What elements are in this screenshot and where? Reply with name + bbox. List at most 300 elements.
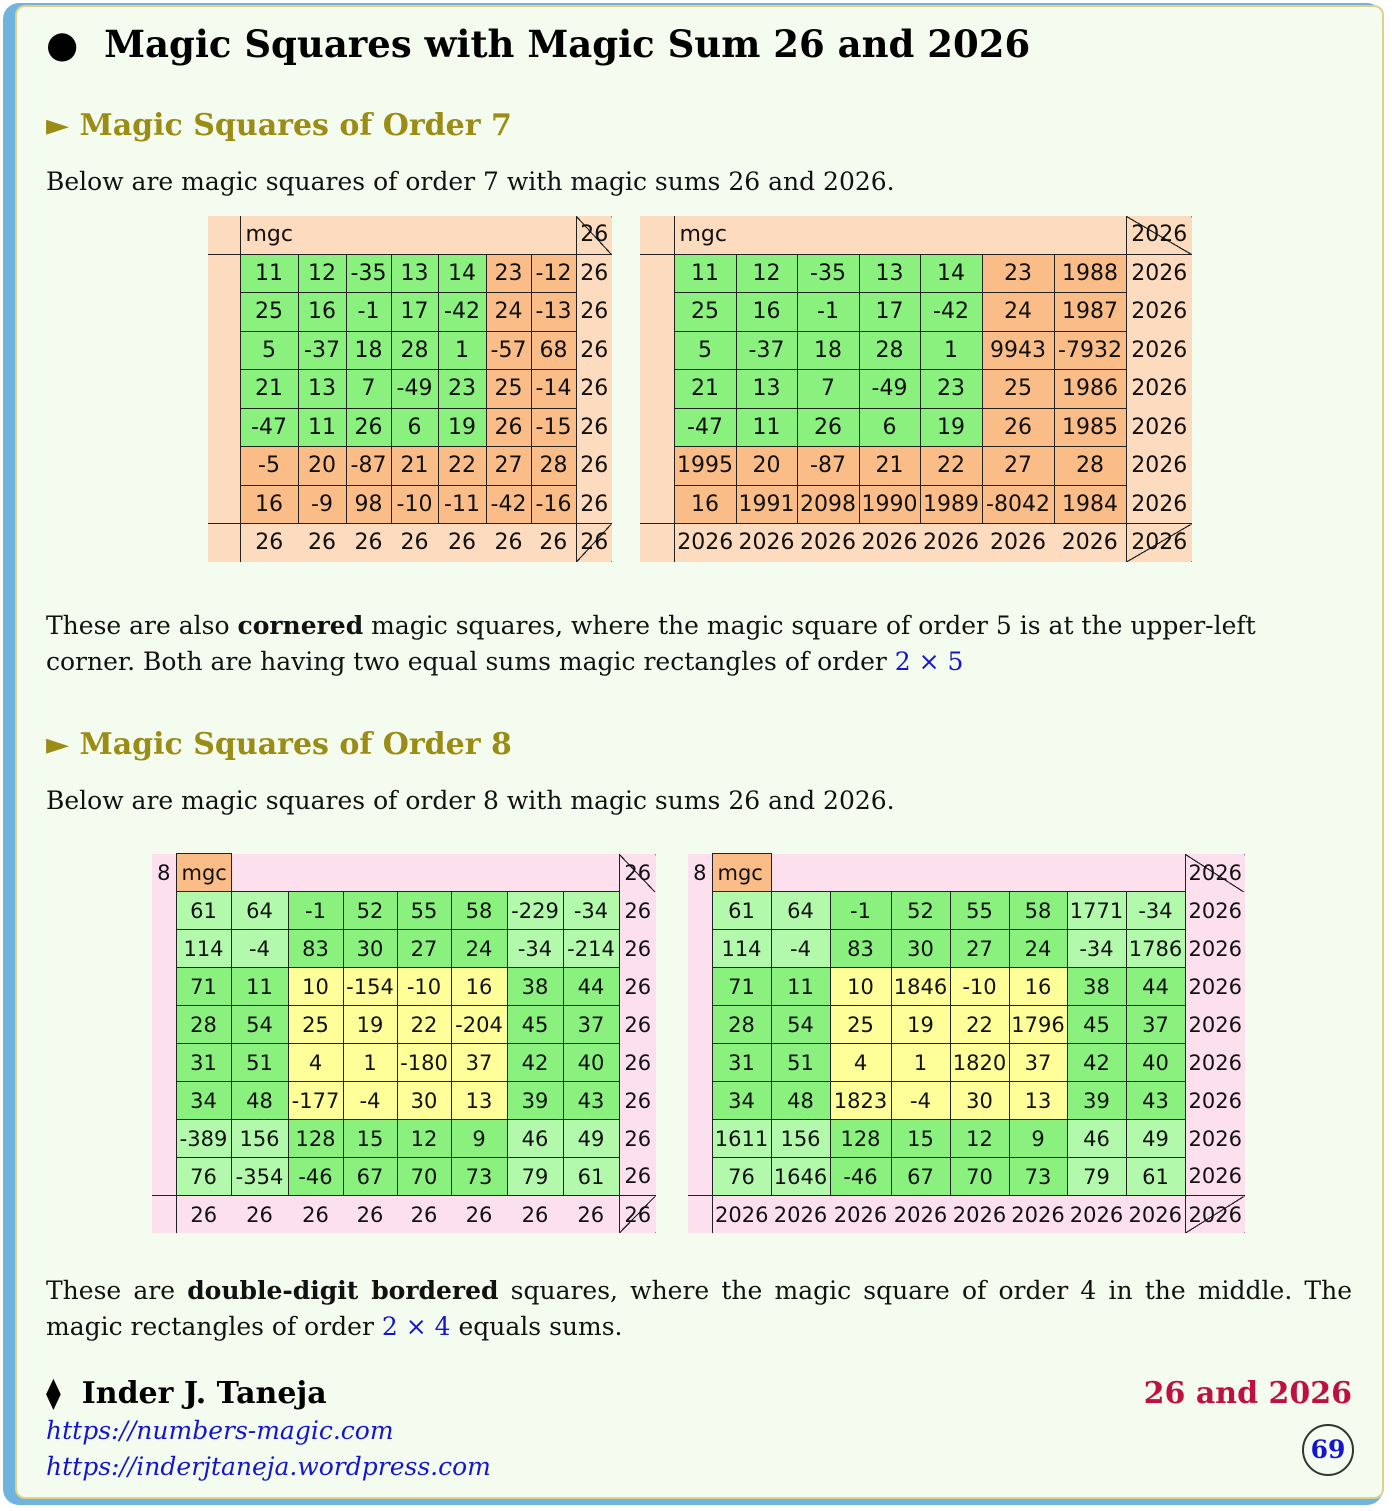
intro-order-7: Below are magic squares of order 7 with magic sums 26 and 2026.: [46, 167, 895, 196]
magic-cell: 114: [176, 930, 231, 968]
magic-cell: 18: [346, 331, 391, 370]
magic-cell: 49: [1126, 1120, 1185, 1158]
corner-cell: [208, 216, 240, 254]
diamond-icon: ⧫: [46, 1376, 61, 1411]
title-text: Magic Squares with Magic Sum 26 and 2026: [104, 22, 1031, 66]
magic-cell: -5: [240, 447, 298, 486]
magic-cell: -13: [531, 293, 576, 332]
mgc-label: mgc: [674, 216, 736, 254]
magic-cell: 14: [438, 254, 486, 293]
magic-cell: -4: [891, 1082, 950, 1120]
magic-cell: 27: [982, 447, 1054, 486]
row-sum: 2026: [1126, 254, 1192, 293]
row-sum: 26: [576, 293, 612, 332]
table-row: [640, 408, 1192, 447]
diagonal-sum: 26: [576, 216, 612, 254]
magic-cell: -389: [176, 1120, 231, 1158]
magic-cell: 34: [712, 1082, 771, 1120]
magic-cell: 1989: [920, 485, 982, 524]
header-row: [208, 216, 612, 254]
table-row: [208, 331, 612, 370]
magic-cell: 25: [288, 1006, 343, 1044]
column-sum: 2026: [797, 524, 859, 562]
row-margin: [208, 370, 240, 409]
row-sum: 2026: [1185, 930, 1245, 968]
magic-cell: 73: [451, 1158, 507, 1196]
magic-cell: -47: [240, 408, 298, 447]
magic-cell: 27: [486, 447, 531, 486]
magic-cell: 67: [891, 1158, 950, 1196]
column-sum: 2026: [891, 1196, 950, 1234]
diagonal-sum: 2026: [1126, 216, 1192, 254]
table-row: [208, 293, 612, 332]
row-margin: [208, 254, 240, 293]
row-sum: 26: [576, 447, 612, 486]
magic-cell: 1823: [830, 1082, 891, 1120]
magic-cell: 54: [771, 1006, 830, 1044]
magic-cell: 12: [298, 254, 346, 293]
magic-cell: -42: [920, 293, 982, 332]
row-margin: [688, 1120, 712, 1158]
row-margin: [208, 331, 240, 370]
magic-cell: 19: [438, 408, 486, 447]
table-row: [152, 930, 656, 968]
row-margin: [688, 968, 712, 1006]
magic-cell: -1: [288, 892, 343, 930]
magic-cell: 4: [830, 1044, 891, 1082]
magic-cell: 46: [507, 1120, 563, 1158]
magic-cell: 6: [859, 408, 920, 447]
column-sums-row: [152, 1196, 656, 1234]
magic-cell: -49: [391, 370, 438, 409]
column-sum: 26: [298, 524, 346, 562]
magic-cell: 1990: [859, 485, 920, 524]
magic-cell: -57: [486, 331, 531, 370]
link-numbers-magic[interactable]: https://numbers-magic.com: [46, 1416, 394, 1445]
magic-cell: 16: [451, 968, 507, 1006]
row-margin: [640, 254, 674, 293]
magic-cell: 15: [343, 1120, 397, 1158]
magic-cell: 58: [1009, 892, 1067, 930]
magic-cell: 11: [736, 408, 797, 447]
row-margin: [688, 892, 712, 930]
magic-cell: 61: [563, 1158, 619, 1196]
intro-order-8: Below are magic squares of order 8 with magic sums 26 and 2026.: [46, 786, 895, 815]
magic-cell: 28: [176, 1006, 231, 1044]
diagonal-sum: 26: [576, 524, 612, 562]
column-sum: 2026: [1054, 524, 1126, 562]
table-row: [688, 892, 1245, 930]
magic-cell: -4: [231, 930, 288, 968]
row-margin: [152, 968, 176, 1006]
magic-cell: 19: [891, 1006, 950, 1044]
row-margin: [208, 447, 240, 486]
magic-cell: -14: [531, 370, 576, 409]
magic-cell: 17: [859, 293, 920, 332]
magic-cell: 11: [298, 408, 346, 447]
column-sum: 2026: [920, 524, 982, 562]
magic-cell: -15: [531, 408, 576, 447]
magic-cell: 54: [231, 1006, 288, 1044]
magic-cell: 10: [288, 968, 343, 1006]
magic-cell: 37: [563, 1006, 619, 1044]
magic-cell: 16: [736, 293, 797, 332]
row-sum: 26: [619, 1082, 656, 1120]
magic-cell: 21: [240, 370, 298, 409]
magic-cell: 48: [771, 1082, 830, 1120]
magic-cell: 28: [712, 1006, 771, 1044]
magic-cell: -154: [343, 968, 397, 1006]
header-spacer: [231, 854, 619, 892]
magic-cell: 83: [288, 930, 343, 968]
magic-cell: 12: [950, 1120, 1009, 1158]
magic-cell: 19: [343, 1006, 397, 1044]
diagonal-sum: 26: [619, 854, 656, 892]
table-row: [688, 1158, 1245, 1196]
magic-cell: 1991: [736, 485, 797, 524]
magic-cell: 128: [830, 1120, 891, 1158]
column-sum: 26: [391, 524, 438, 562]
magic-cell: 71: [176, 968, 231, 1006]
magic-cell: -9: [298, 485, 346, 524]
magic-cell: 1: [920, 331, 982, 370]
row-sum: 2026: [1126, 485, 1192, 524]
table-row: [208, 485, 612, 524]
magic-cell: 22: [397, 1006, 451, 1044]
row-sum: 2026: [1126, 447, 1192, 486]
column-sum: 2026: [1126, 1196, 1185, 1234]
magic-cell: 24: [982, 293, 1054, 332]
magic-cell: -46: [830, 1158, 891, 1196]
paragraph-order-8: These are double-digit bordered squares, where the magic square of order 4 in the middle. The magic rectangles of order 2 × 4 equals sums.: [46, 1276, 1353, 1341]
column-sum: 2026: [712, 1196, 771, 1234]
table-row: [152, 892, 656, 930]
magic-cell: -1: [830, 892, 891, 930]
column-sum: 26: [240, 524, 298, 562]
magic-cell: 30: [343, 930, 397, 968]
magic-cell: 76: [712, 1158, 771, 1196]
row-sum: 2026: [1185, 1120, 1245, 1158]
magic-cell: 1987: [1054, 293, 1126, 332]
magic-cell: 16: [240, 485, 298, 524]
magic-cell: 79: [507, 1158, 563, 1196]
magic-cell: 61: [1126, 1158, 1185, 1196]
magic-cell: 98: [346, 485, 391, 524]
magic-cell: 16: [674, 485, 736, 524]
table-row: [152, 1082, 656, 1120]
magic-square-8-sum-2026: [688, 853, 1245, 1233]
magic-cell: -47: [674, 408, 736, 447]
magic-cell: -11: [438, 485, 486, 524]
magic-cell: 31: [176, 1044, 231, 1082]
magic-cell: 5: [674, 331, 736, 370]
magic-cell: 22: [950, 1006, 1009, 1044]
magic-cell: 1984: [1054, 485, 1126, 524]
magic-cell: 27: [397, 930, 451, 968]
column-sum: 2026: [982, 524, 1054, 562]
diagonal-sum: 2026: [1185, 1196, 1245, 1234]
magic-cell: -10: [391, 485, 438, 524]
magic-cell: 16: [1009, 968, 1067, 1006]
magic-cell: 13: [298, 370, 346, 409]
row-sum: 26: [619, 1120, 656, 1158]
magic-cell: 38: [1067, 968, 1126, 1006]
magic-cell: 55: [950, 892, 1009, 930]
row-sum: 2026: [1126, 331, 1192, 370]
page-title: [46, 22, 1030, 66]
magic-cell: 23: [920, 370, 982, 409]
row-sum: 26: [619, 892, 656, 930]
magic-cell: 1: [891, 1044, 950, 1082]
magic-cell: -87: [797, 447, 859, 486]
column-sum: 2026: [771, 1196, 830, 1234]
table-row: [688, 1082, 1245, 1120]
magic-cell: 21: [391, 447, 438, 486]
magic-cell: -4: [771, 930, 830, 968]
column-sum: 26: [231, 1196, 288, 1234]
magic-cell: 39: [507, 1082, 563, 1120]
table-row: [152, 1120, 656, 1158]
magic-cell: 1820: [950, 1044, 1009, 1082]
magic-cell: 37: [1009, 1044, 1067, 1082]
magic-cell: -12: [531, 254, 576, 293]
column-sum: 26: [397, 1196, 451, 1234]
magic-cell: 1846: [891, 968, 950, 1006]
magic-cell: 46: [1067, 1120, 1126, 1158]
column-sum: 26: [176, 1196, 231, 1234]
section-marker-icon: ►: [46, 108, 70, 143]
magic-cell: 73: [1009, 1158, 1067, 1196]
magic-cell: -49: [859, 370, 920, 409]
magic-cell: 9943: [982, 331, 1054, 370]
table-row: [640, 370, 1192, 409]
section-heading-order-7: ► Magic Squares of Order 7: [46, 108, 512, 143]
table-row: [640, 254, 1192, 293]
magic-cell: 61: [176, 892, 231, 930]
magic-cell: 20: [736, 447, 797, 486]
magic-cell: 31: [712, 1044, 771, 1082]
row-margin: [688, 1158, 712, 1196]
magic-cell: -177: [288, 1082, 343, 1120]
magic-cell: -87: [346, 447, 391, 486]
magic-cell: 1796: [1009, 1006, 1067, 1044]
column-sum: 26: [531, 524, 576, 562]
magic-cell: -10: [950, 968, 1009, 1006]
column-sum: 2026: [736, 524, 797, 562]
header-row: [152, 854, 656, 892]
magic-cell: 42: [507, 1044, 563, 1082]
column-sum: 26: [451, 1196, 507, 1234]
magic-cell: 37: [1126, 1006, 1185, 1044]
row-sum: 26: [576, 254, 612, 293]
magic-cell: 30: [950, 1082, 1009, 1120]
magic-cell: 24: [451, 930, 507, 968]
magic-cell: 17: [391, 293, 438, 332]
table-row: [152, 968, 656, 1006]
magic-cell: -229: [507, 892, 563, 930]
magic-cell: 5: [240, 331, 298, 370]
magic-cell: 6: [391, 408, 438, 447]
diagonal-sum: 2026: [1126, 524, 1192, 562]
magic-cell: 1786: [1126, 930, 1185, 968]
column-sum: 26: [507, 1196, 563, 1234]
magic-cell: 45: [1067, 1006, 1126, 1044]
magic-cell: 11: [674, 254, 736, 293]
magic-cell: 68: [531, 331, 576, 370]
magic-cell: 13: [1009, 1082, 1067, 1120]
column-sums-row: [208, 524, 612, 562]
magic-cell: 19: [920, 408, 982, 447]
magic-cell: 28: [531, 447, 576, 486]
magic-cell: -35: [346, 254, 391, 293]
column-sum: 26: [438, 524, 486, 562]
row-sum: 2026: [1126, 293, 1192, 332]
magic-cell: 43: [563, 1082, 619, 1120]
magic-cell: 52: [891, 892, 950, 930]
magic-cell: 18: [797, 331, 859, 370]
magic-cell: 25: [830, 1006, 891, 1044]
column-sum: 26: [563, 1196, 619, 1234]
row-sum: 2026: [1185, 1158, 1245, 1196]
diagonal-sum: 26: [619, 1196, 656, 1234]
magic-square-7-sum-2026: [640, 216, 1192, 562]
magic-cell: 21: [859, 447, 920, 486]
magic-cell: -37: [736, 331, 797, 370]
magic-cell: 128: [288, 1120, 343, 1158]
magic-cell: -34: [563, 892, 619, 930]
section-heading-order-8: ► Magic Squares of Order 8: [46, 727, 512, 762]
magic-cell: 26: [346, 408, 391, 447]
section-marker-icon: ►: [46, 727, 70, 762]
diagonal-sum: 2026: [1185, 854, 1245, 892]
magic-cell: 26: [486, 408, 531, 447]
magic-cell: 42: [1067, 1044, 1126, 1082]
row-sum: 2026: [1126, 370, 1192, 409]
magic-cell: 67: [343, 1158, 397, 1196]
magic-cell: -1: [346, 293, 391, 332]
magic-cell: 13: [736, 370, 797, 409]
magic-cell: 51: [231, 1044, 288, 1082]
magic-cell: 1646: [771, 1158, 830, 1196]
magic-cell: -180: [397, 1044, 451, 1082]
row-margin: [152, 892, 176, 930]
table-row: [152, 1006, 656, 1044]
column-sum: 26: [343, 1196, 397, 1234]
magic-cell: 1988: [1054, 254, 1126, 293]
magic-cell: 7: [346, 370, 391, 409]
magic-cell: -16: [531, 485, 576, 524]
table-row: [208, 254, 612, 293]
row-sum: 2026: [1185, 1082, 1245, 1120]
magic-cell: 1771: [1067, 892, 1126, 930]
row-sum: 26: [576, 408, 612, 447]
author: [46, 1376, 327, 1411]
magic-cell: 55: [397, 892, 451, 930]
magic-cell: 28: [859, 331, 920, 370]
magic-cell: 26: [982, 408, 1054, 447]
row-margin: [640, 447, 674, 486]
table-row: [208, 447, 612, 486]
magic-cell: 9: [451, 1120, 507, 1158]
magic-cell: 7: [797, 370, 859, 409]
magic-cell: 71: [712, 968, 771, 1006]
magic-cell: 25: [674, 293, 736, 332]
link-wordpress[interactable]: https://inderjtaneja.wordpress.com: [46, 1452, 491, 1481]
magic-cell: 10: [830, 968, 891, 1006]
row-sum: 26: [576, 331, 612, 370]
table-row: [688, 1120, 1245, 1158]
magic-cell: 11: [240, 254, 298, 293]
table-row: [208, 370, 612, 409]
magic-cell: 52: [343, 892, 397, 930]
title-bullet: ●: [46, 22, 79, 66]
magic-cell: -35: [797, 254, 859, 293]
magic-cell: 1985: [1054, 408, 1126, 447]
magic-cell: 15: [891, 1120, 950, 1158]
magic-cell: -214: [563, 930, 619, 968]
magic-cell: 40: [1126, 1044, 1185, 1082]
table-row: [640, 485, 1192, 524]
row-margin: [208, 485, 240, 524]
column-sum: 26: [486, 524, 531, 562]
magic-cell: 156: [231, 1120, 288, 1158]
magic-cell: 20: [298, 447, 346, 486]
magic-cell: -1: [797, 293, 859, 332]
column-sums-row: [640, 524, 1192, 562]
row-sum: 2026: [1126, 408, 1192, 447]
header-row: [640, 216, 1192, 254]
magic-cell: 1611: [712, 1120, 771, 1158]
magic-cell: -8042: [982, 485, 1054, 524]
corner-cell: [152, 1196, 176, 1234]
row-margin: [152, 1082, 176, 1120]
magic-cell: 27: [950, 930, 1009, 968]
magic-cell: 13: [451, 1082, 507, 1120]
magic-cell: 25: [486, 370, 531, 409]
row-margin: [640, 331, 674, 370]
table-row: [640, 293, 1192, 332]
magic-cell: 38: [507, 968, 563, 1006]
magic-cell: -10: [397, 968, 451, 1006]
magic-cell: 16: [298, 293, 346, 332]
magic-cell: 9: [1009, 1120, 1067, 1158]
bold-cornered: cornered: [237, 611, 364, 640]
mgc-label: mgc: [712, 854, 771, 892]
row-sum: 26: [619, 1006, 656, 1044]
column-sum: 26: [346, 524, 391, 562]
magic-cell: 40: [563, 1044, 619, 1082]
table-row: [688, 1006, 1245, 1044]
magic-cell: -4: [343, 1082, 397, 1120]
author-name: Inder J. Taneja: [81, 1376, 327, 1411]
row-margin: [152, 1044, 176, 1082]
magic-cell: 22: [438, 447, 486, 486]
magic-cell: 1986: [1054, 370, 1126, 409]
magic-cell: 1995: [674, 447, 736, 486]
magic-cell: 4: [288, 1044, 343, 1082]
row-sum: 26: [619, 968, 656, 1006]
magic-cell: -7932: [1054, 331, 1126, 370]
running-title: 26 and 2026: [1143, 1376, 1352, 1411]
magic-cell: 13: [859, 254, 920, 293]
magic-cell: 114: [712, 930, 771, 968]
corner-cell: [640, 524, 674, 562]
magic-cell: 64: [771, 892, 830, 930]
magic-cell: -42: [438, 293, 486, 332]
magic-cell: 70: [397, 1158, 451, 1196]
table-row: [152, 1044, 656, 1082]
row-margin: [640, 408, 674, 447]
